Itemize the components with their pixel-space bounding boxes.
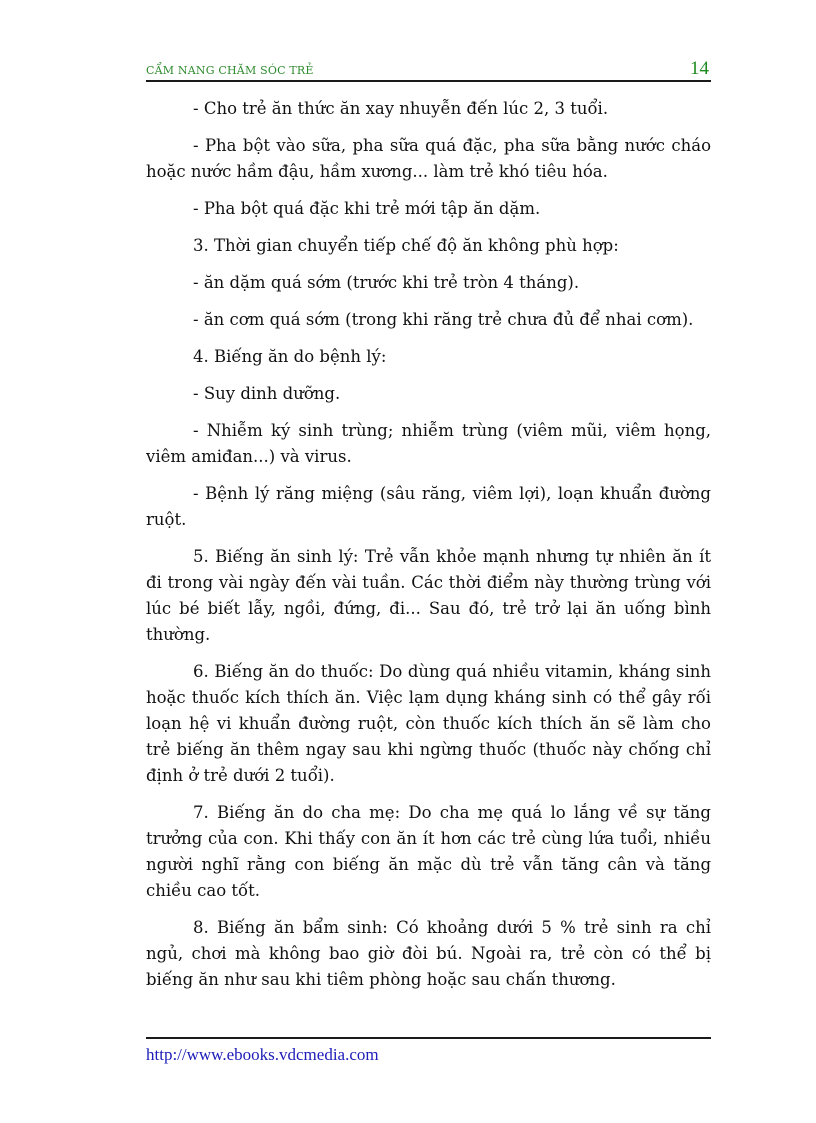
page-number: 14 [690,58,709,79]
header-title: CẨM NANG CHĂM SÓC TRẺ [146,64,314,77]
page-header [146,58,711,82]
paragraph: - ăn cơm quá sớm (trong khi răng trẻ chưa đủ để nhai cơm). [193,310,694,329]
paragraph: - Pha bột vào sữa, pha sữa quá đặc, pha sữa bằng nước cháo hoặc nước hầm đậu, hầm xương... làm trẻ khó tiêu hóa. [146,136,711,181]
paragraph: 4. Biếng ăn do bệnh lý: [193,347,387,366]
paragraph: 3. Thời gian chuyển tiếp chế độ ăn không phù hợp: [193,236,619,255]
paragraph: - Cho trẻ ăn thức ăn xay nhuyễn đến lúc 2, 3 tuổi. [193,99,609,118]
paragraph: - Suy dinh dưỡng. [193,384,341,403]
paragraph: 5. Biếng ăn sinh lý: Trẻ vẫn khỏe mạnh nhưng tự nhiên ăn ít đi trong vài ngày đến vài tuần. Các thời điểm này thường trùng với lúc bé biết lẫy, ngồi, đứng, đi... Sau đó, trẻ trở lại ăn uống bình thường. [146,547,711,644]
paragraph: - Pha bột quá đặc khi trẻ mới tập ăn dặm. [193,199,541,218]
paragraph: - ăn dặm quá sớm (trước khi trẻ tròn 4 tháng). [193,273,580,292]
header-divider [146,80,711,82]
paragraph: - Bệnh lý răng miệng (sâu răng, viêm lợi), loạn khuẩn đường ruột. [146,484,711,529]
footer-divider [146,1037,711,1039]
paragraph: 7. Biếng ăn do cha mẹ: Do cha mẹ quá lo lắng về sự tăng trưởng của con. Khi thấy con ăn ít hơn các trẻ cùng lứa tuổi, nhiều người nghĩ rằng con biếng ăn mặc dù trẻ vẫn tăng cân và tăng chiều cao tốt. [146,803,711,900]
footer-link[interactable]: http://www.ebooks.vdcmedia.com [146,1045,379,1064]
paragraph: - Nhiễm ký sinh trùng; nhiễm trùng (viêm mũi, viêm họng, viêm amiđan...) và virus. [146,421,711,466]
paragraph: 8. Biếng ăn bẩm sinh: Có khoảng dưới 5 % trẻ sinh ra chỉ ngủ, chơi mà không bao giờ đòi bú. Ngoài ra, trẻ còn có thể bị biếng ăn như sau khi tiêm phòng hoặc sau chấn thương. [146,918,711,989]
page-body [146,96,711,1004]
paragraph: 6. Biếng ăn do thuốc: Do dùng quá nhiều vitamin, kháng sinh hoặc thuốc kích thích ăn. Việc lạm dụng kháng sinh có thể gây rối loạn hệ vi khuẩn đường ruột, còn thuốc kích thích ăn sẽ làm cho trẻ biếng ăn thêm ngay sau khi ngừng thuốc (thuốc này chống chỉ định ở trẻ dưới 2 tuổi). [146,662,711,785]
